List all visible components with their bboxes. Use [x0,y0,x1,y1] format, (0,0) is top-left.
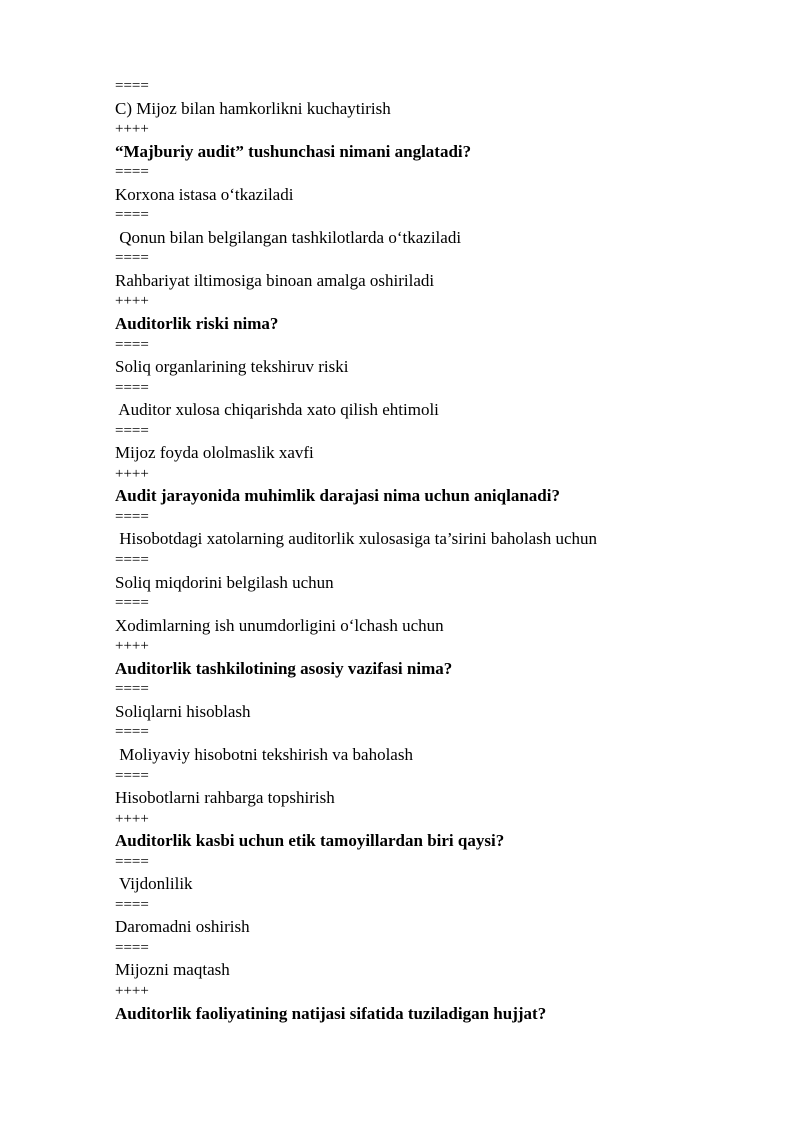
answer-option: Mijoz foyda ololmaslik xavfi [115,443,314,463]
answer-option: Xodimlarning ish unumdorligini o‘lchash uchun [115,615,444,635]
separator-line: ==== [115,336,149,353]
document-page [115,76,735,1024]
separator-line: ++++ [115,293,149,310]
question-heading: Auditorlik riski nima? [115,314,279,334]
separator-line: ==== [115,422,149,439]
separator-line: ++++ [115,982,149,999]
separator-line: ++++ [115,121,149,138]
answer-option: Rahbariyat iltimosiga binoan amalga oshiriladi [115,270,435,290]
answer-option: Korxona istasa o‘tkaziladi [115,184,294,204]
question-heading: Audit jarayonida muhimlik darajasi nima uchun aniqlanadi? [115,486,560,506]
answer-option: Hisobotdagi xatolarning auditorlik xulosasiga ta’sirini baholash uchun [115,529,598,549]
separator-line: ==== [115,724,149,741]
answer-option: Soliq organlarining tekshiruv riski [115,357,349,377]
separator-line: ==== [115,508,149,525]
separator-line: ++++ [115,465,149,482]
answer-option: Vijdonlilik [115,874,193,894]
separator-line: ==== [115,681,149,698]
answer-option: Soliq miqdorini belgilash uchun [115,572,334,592]
answer-option: Soliqlarni hisoblash [115,701,251,721]
question-heading: Auditorlik faoliyatining natijasi sifatida tuziladigan hujjat? [115,1003,547,1023]
question-heading: Auditorlik tashkilotining asosiy vazifasi nima? [115,658,453,678]
question-heading: Auditorlik kasbi uchun etik tamoyillardan biri qaysi? [115,831,505,851]
separator-line: ==== [115,896,149,913]
separator-line: ==== [115,853,149,870]
separator-line: ==== [115,939,149,956]
separator-line: ==== [115,379,149,396]
separator-line: ++++ [115,810,149,827]
answer-option: Hisobotlarni rahbarga topshirish [115,788,335,808]
answer-option: Daromadni oshirish [115,917,250,937]
separator-line: ==== [115,552,149,569]
answer-option: C) Mijoz bilan hamkorlikni kuchaytirish [115,98,391,118]
answer-option: Mijozni maqtash [115,960,230,980]
answer-option: Qonun bilan belgilangan tashkilotlarda o‘tkaziladi [115,227,462,247]
separator-line: ==== [115,164,149,181]
separator-line: ==== [115,78,149,94]
separator-line: ==== [115,767,149,784]
separator-line: ++++ [115,638,149,655]
answer-option: Auditor xulosa chiqarishda xato qilish ehtimoli [115,400,439,420]
separator-line: ==== [115,207,149,224]
answer-option: Moliyaviy hisobotni tekshirish va baholash [115,744,413,764]
question-heading: “Majburiy audit” tushunchasi nimani anglatadi? [115,141,472,161]
separator-line: ==== [115,250,149,267]
separator-line: ==== [115,595,149,612]
